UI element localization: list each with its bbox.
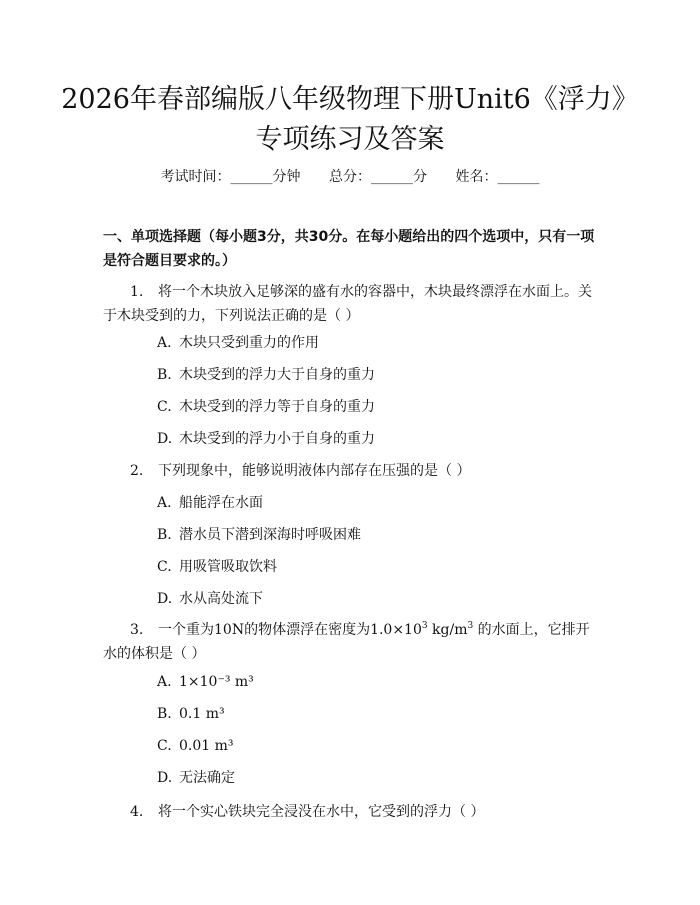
option-2c — [157, 557, 277, 577]
page-title: 2026年春部编版八年级物理下册Unit6《浮力》专项练习及答案 — [61, 84, 639, 155]
option-letter: D. — [157, 591, 173, 607]
option-letter: D. — [157, 431, 173, 447]
exam-time: 考试时间：______分钟 — [160, 169, 301, 185]
question-text: 将一个实心铁块完全浸没在水中，它受到的浮力（ ） — [158, 804, 485, 820]
question-number: 3. — [130, 622, 144, 638]
exam-meta — [0, 167, 700, 187]
option-letter: B. — [157, 706, 172, 722]
option-3c — [157, 736, 234, 756]
question-number: 1. — [130, 284, 144, 300]
question-text-end: 的水面上，它排开水的体积是（ ） — [103, 622, 590, 662]
option-text: 0.01 m³ — [179, 738, 234, 754]
question-text: 将一个木块放入足够深的盛有水的容器中，木块最终漂浮在水面上。关于木块受到的力，下列说法正确的是（ ） — [103, 284, 592, 324]
option-letter: A. — [157, 495, 172, 511]
option-text: 水从高处流下 — [179, 591, 263, 607]
option-text: 1×10⁻³ m³ — [179, 674, 254, 690]
option-1a — [157, 333, 319, 353]
option-2d — [157, 589, 263, 609]
exam-score: 总分：______分 — [329, 169, 427, 185]
option-letter: D. — [157, 770, 173, 786]
option-2b — [157, 525, 361, 545]
option-text: 船能浮在水面 — [179, 495, 263, 511]
option-text: 潜水员下潜到深海时呼吸困难 — [179, 527, 361, 543]
option-3b — [157, 704, 225, 724]
option-letter: C. — [157, 399, 172, 415]
question-3 — [103, 618, 603, 666]
option-2a — [157, 493, 263, 513]
option-text: 木块受到的浮力等于自身的重力 — [179, 399, 375, 415]
option-1b — [157, 365, 375, 385]
option-letter: A. — [157, 335, 172, 351]
option-3d — [157, 768, 235, 788]
question-4 — [103, 800, 603, 824]
section-heading: 一、单项选择题（每小题3分，共30分。在每小题给出的四个选项中，只有一项是符合题目要求的。） — [103, 229, 595, 269]
option-letter: C. — [157, 738, 172, 754]
question-text-unit: kg/m — [427, 622, 468, 638]
question-text: 下列现象中，能够说明液体内部存在压强的是（ ） — [158, 463, 471, 479]
option-letter: C. — [157, 559, 172, 575]
option-text: 无法确定 — [179, 770, 235, 786]
option-text: 0.1 m³ — [179, 706, 225, 722]
student-name: 姓名：______ — [455, 169, 540, 185]
question-text: 一个重为10N的物体漂浮在密度为1.0×10 — [158, 622, 422, 638]
option-text: 木块只受到重力的作用 — [179, 335, 319, 351]
option-3a — [157, 672, 254, 692]
superscript: 3 — [467, 621, 474, 631]
option-letter: B. — [157, 367, 172, 383]
option-letter: A. — [157, 674, 172, 690]
option-1d — [157, 429, 375, 449]
question-2 — [103, 459, 603, 483]
question-1 — [103, 280, 603, 328]
option-text: 木块受到的浮力大于自身的重力 — [179, 367, 375, 383]
option-1c — [157, 397, 375, 417]
option-text: 木块受到的浮力小于自身的重力 — [179, 431, 375, 447]
question-number: 4. — [130, 804, 144, 820]
option-letter: B. — [157, 527, 172, 543]
question-number: 2. — [130, 463, 144, 479]
option-text: 用吸管吸取饮料 — [179, 559, 277, 575]
superscript: 3 — [421, 621, 428, 631]
